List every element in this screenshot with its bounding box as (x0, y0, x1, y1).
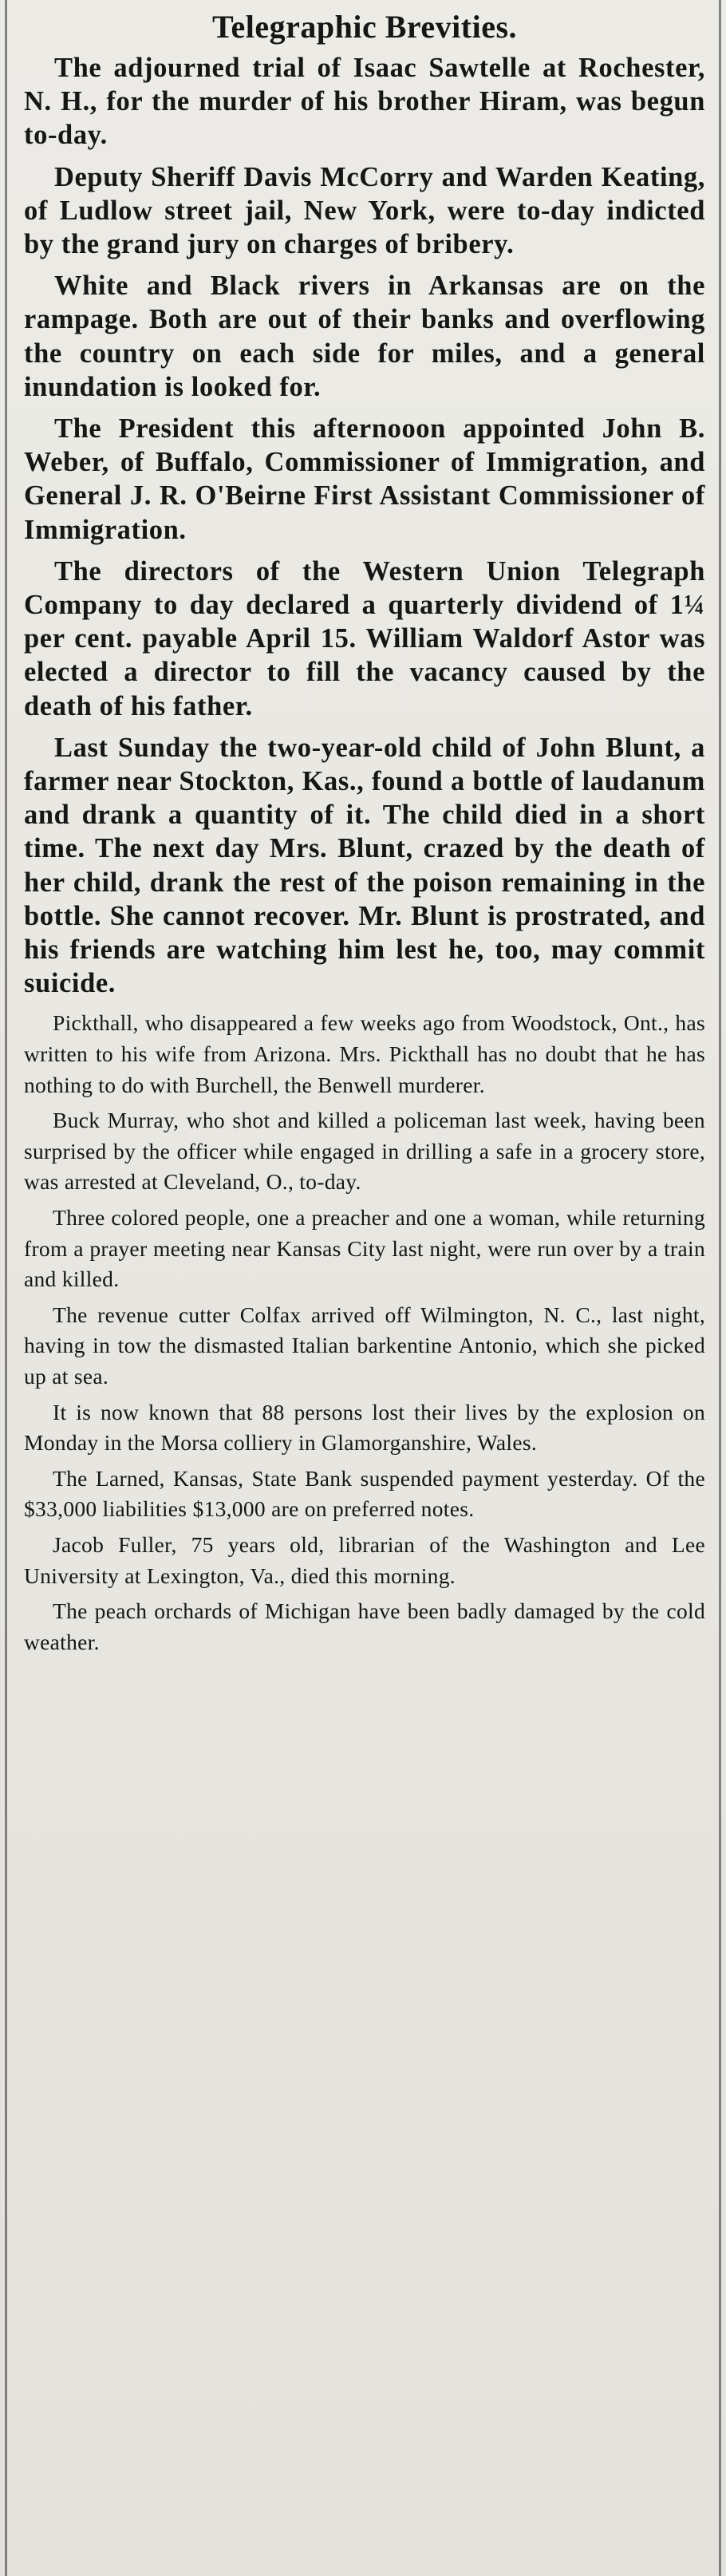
paragraph-immigration-appointment: The President this afternooon appointed John B. Weber, of Buffalo, Commissioner of Immigration, and General J. R. O'Beirne First Assistant Commissioner of Immigration. (24, 413, 705, 545)
brief-section (24, 1008, 705, 1657)
paragraph-sawtelle-trial: The adjourned trial of Isaac Sawtelle at Rochester, N. H., for the murder of his brother Hiram, was begun to-day. (24, 53, 705, 151)
column-rule-right (719, 0, 721, 2576)
paragraph-colliery-explosion: It is now known that 88 persons lost their lives by the explosion on Monday in the Morsa colliery in Glamorganshire, Wales. (24, 1399, 705, 1456)
paragraph-colfax-cutter: The revenue cutter Colfax arrived off Wilmington, N. C., last night, having in tow the dismasted Italian barkentine Antonio, which she picked up at sea. (24, 1302, 705, 1389)
paragraph-bribery-indictment: Deputy Sheriff Davis McCorry and Warden Keating, of Ludlow street jail, New York, were to-day indicted by the grand jury on charges of bribery. (24, 161, 705, 260)
paragraph-buck-murray: Buck Murray, who shot and killed a policeman last week, having been surprised by the officer while engaged in drilling a safe in a grocery store, was arrested at Cleveland, O., to-day. (24, 1108, 705, 1195)
paragraph-peach-orchards: The peach orchards of Michigan have been badly damaged by the cold weather. (24, 1598, 705, 1654)
paragraph-arkansas-rivers: White and Black rivers in Arkansas are on the rampage. Both are out of their banks and overflowing the country on each side for miles, and a general inundation is looked for. (24, 271, 705, 402)
paragraph-blunt-tragedy: Last Sunday the two-year-old child of John Blunt, a farmer near Stockton, Kas., found a bottle of laudanum and drank a quantity of it. The child died in a short time. The next day Mrs. Blunt, crazed by the death of her child, drank the rest of the poison remaining in the bottle. She cannot recover. Mr. Blunt is prostrated, and his friends are watching him lest he, too, may commit suicide. (24, 732, 705, 999)
paragraph-pickthall: Pickthall, who disappeared a few weeks ago from Woodstock, Ont., has written to his wife from Arizona. Mrs. Pickthall has no doubt that he has nothing to do with Burchell, the Benwell murderer. (24, 1010, 705, 1097)
paragraph-larned-bank: The Larned, Kansas, State Bank suspended payment yesterday. Of the $33,000 liabilities $13,000 are on preferred notes. (24, 1465, 705, 1522)
lead-section (24, 51, 705, 1000)
column-rule-left (5, 0, 7, 2576)
paragraph-train-accident: Three colored people, one a preacher and one a woman, while returning from a prayer meeting near Kansas City last night, were run over by a train and killed. (24, 1205, 705, 1292)
article-title: Telegraphic Brevities. (211, 9, 518, 45)
paragraph-western-union-dividend: The directors of the Western Union Telegraph Company to day declared a quarterly dividend of 1¼ per cent. payable April 15. William Waldorf Astor was elected a director to fill the vacancy caused by the death of his father. (24, 555, 705, 721)
paragraph-jacob-fuller: Jacob Fuller, 75 years old, librarian of the Washington and Lee University at Lexington, Va., died this morning. (24, 1531, 705, 1588)
